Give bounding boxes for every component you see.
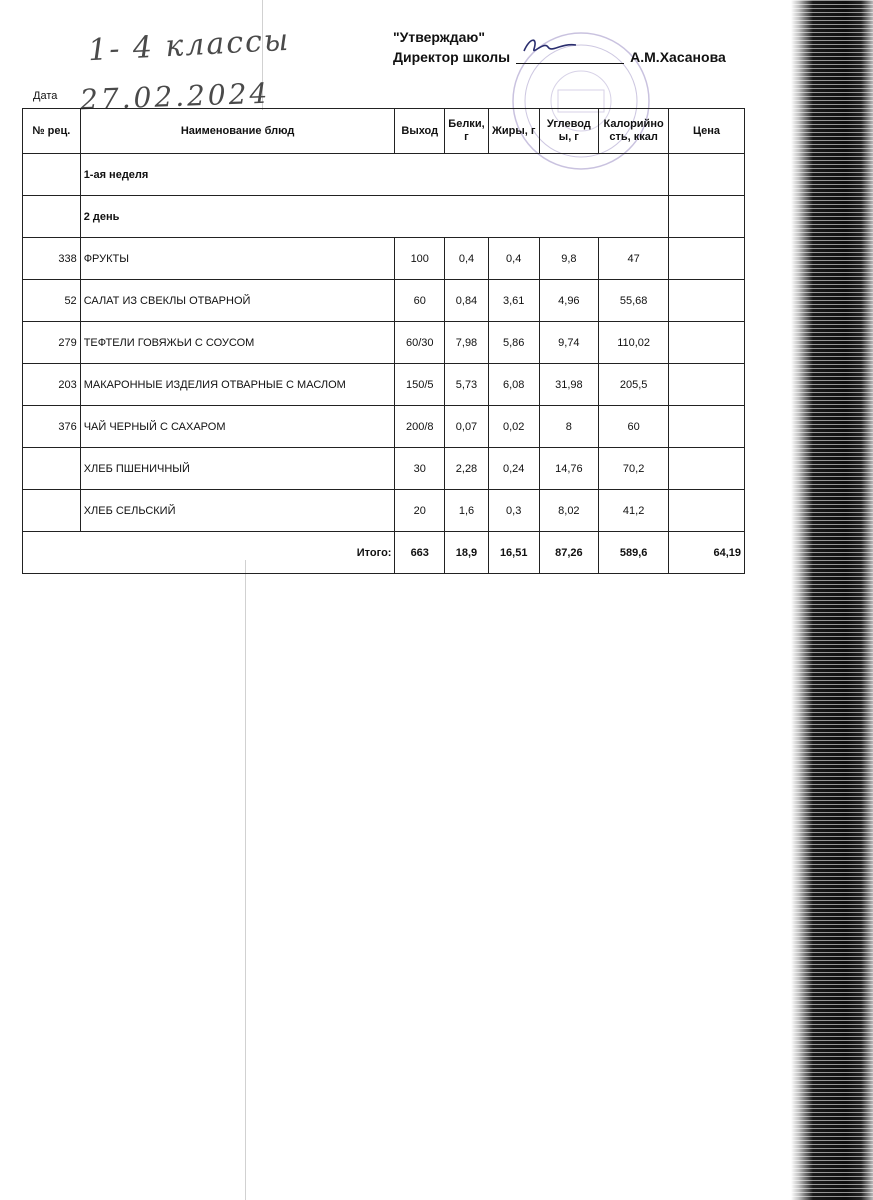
dish-fat: 6,08 bbox=[488, 364, 539, 406]
director-name: А.М.Хасанова bbox=[630, 49, 726, 65]
dish-protein: 0,84 bbox=[445, 280, 489, 322]
handwritten-class-note: 1- 4 классы bbox=[87, 22, 292, 69]
dish-price bbox=[669, 280, 745, 322]
section-day-row bbox=[23, 196, 745, 238]
table-row bbox=[23, 280, 745, 322]
dish-output: 30 bbox=[395, 448, 445, 490]
dish-price bbox=[669, 322, 745, 364]
table-row bbox=[23, 322, 745, 364]
total-price: 64,19 bbox=[669, 532, 745, 574]
handwritten-date: 27.02.2024 bbox=[79, 76, 271, 117]
dish-protein: 2,28 bbox=[445, 448, 489, 490]
dish-name: МАКАРОННЫЕ ИЗДЕЛИЯ ОТВАРНЫЕ С МАСЛОМ bbox=[80, 364, 395, 406]
dish-kcal: 55,68 bbox=[599, 280, 669, 322]
dish-kcal: 70,2 bbox=[599, 448, 669, 490]
dish-carbs: 9,8 bbox=[539, 238, 599, 280]
dish-name: ЧАЙ ЧЕРНЫЙ С САХАРОМ bbox=[80, 406, 395, 448]
date-label: Дата bbox=[33, 90, 58, 102]
dish-output: 60/30 bbox=[395, 322, 445, 364]
dish-output: 20 bbox=[395, 490, 445, 532]
total-fat: 16,51 bbox=[488, 532, 539, 574]
dish-carbs: 8 bbox=[539, 406, 599, 448]
section-num-cell bbox=[23, 196, 81, 238]
director-line bbox=[393, 47, 726, 67]
scan-artifact-line bbox=[245, 560, 246, 1200]
section-num-cell bbox=[23, 154, 81, 196]
dish-kcal: 110,02 bbox=[599, 322, 669, 364]
header-name: Наименование блюд bbox=[80, 109, 395, 154]
table-header-row bbox=[23, 109, 745, 154]
dish-output: 200/8 bbox=[395, 406, 445, 448]
table-row bbox=[23, 406, 745, 448]
header-carbs: Углевод ы, г bbox=[539, 109, 599, 154]
total-label: Итого: bbox=[23, 532, 395, 574]
recipe-num: 338 bbox=[23, 238, 81, 280]
dish-fat: 0,24 bbox=[488, 448, 539, 490]
dish-fat: 3,61 bbox=[488, 280, 539, 322]
dish-carbs: 9,74 bbox=[539, 322, 599, 364]
approval-block bbox=[393, 27, 726, 67]
dish-fat: 0,3 bbox=[488, 490, 539, 532]
dish-name: ХЛЕБ ПШЕНИЧНЫЙ bbox=[80, 448, 395, 490]
total-carbs: 87,26 bbox=[539, 532, 599, 574]
dish-protein: 5,73 bbox=[445, 364, 489, 406]
dish-output: 60 bbox=[395, 280, 445, 322]
header-protein: Белки, г bbox=[445, 109, 489, 154]
header-fat: Жиры, г bbox=[488, 109, 539, 154]
menu-table bbox=[22, 108, 745, 574]
recipe-num bbox=[23, 448, 81, 490]
total-kcal: 589,6 bbox=[599, 532, 669, 574]
recipe-num: 203 bbox=[23, 364, 81, 406]
dish-name: ХЛЕБ СЕЛЬСКИЙ bbox=[80, 490, 395, 532]
dish-output: 150/5 bbox=[395, 364, 445, 406]
dish-name: ФРУКТЫ bbox=[80, 238, 395, 280]
header-num: № рец. bbox=[23, 109, 81, 154]
dish-kcal: 47 bbox=[599, 238, 669, 280]
section-day: 2 день bbox=[80, 196, 668, 238]
signature-icon bbox=[520, 35, 580, 57]
table-row bbox=[23, 238, 745, 280]
dish-kcal: 60 bbox=[599, 406, 669, 448]
dish-protein: 1,6 bbox=[445, 490, 489, 532]
recipe-num bbox=[23, 490, 81, 532]
dish-protein: 0,07 bbox=[445, 406, 489, 448]
director-label: Директор школы bbox=[393, 49, 511, 65]
dish-output: 100 bbox=[395, 238, 445, 280]
table-row bbox=[23, 364, 745, 406]
section-price-cell bbox=[669, 196, 745, 238]
total-output: 663 bbox=[395, 532, 445, 574]
dish-fat: 0,02 bbox=[488, 406, 539, 448]
dish-price bbox=[669, 448, 745, 490]
dish-name: ТЕФТЕЛИ ГОВЯЖЬИ С СОУСОМ bbox=[80, 322, 395, 364]
dish-carbs: 14,76 bbox=[539, 448, 599, 490]
dish-fat: 0,4 bbox=[488, 238, 539, 280]
signature-line bbox=[516, 49, 624, 64]
table-row bbox=[23, 448, 745, 490]
dish-carbs: 4,96 bbox=[539, 280, 599, 322]
dish-price bbox=[669, 238, 745, 280]
total-row bbox=[23, 532, 745, 574]
dish-price bbox=[669, 364, 745, 406]
dish-protein: 7,98 bbox=[445, 322, 489, 364]
section-week: 1-ая неделя bbox=[80, 154, 668, 196]
dish-price bbox=[669, 490, 745, 532]
dish-name: САЛАТ ИЗ СВЕКЛЫ ОТВАРНОЙ bbox=[80, 280, 395, 322]
dish-kcal: 205,5 bbox=[599, 364, 669, 406]
table-row bbox=[23, 490, 745, 532]
recipe-num: 279 bbox=[23, 322, 81, 364]
section-week-row bbox=[23, 154, 745, 196]
recipe-num: 52 bbox=[23, 280, 81, 322]
total-protein: 18,9 bbox=[445, 532, 489, 574]
header-output: Выход bbox=[395, 109, 445, 154]
header-price: Цена bbox=[669, 109, 745, 154]
section-price-cell bbox=[669, 154, 745, 196]
header-kcal: Калорийно сть, ккал bbox=[599, 109, 669, 154]
scan-dark-edge bbox=[791, 0, 873, 1200]
dish-protein: 0,4 bbox=[445, 238, 489, 280]
dish-fat: 5,86 bbox=[488, 322, 539, 364]
dish-price bbox=[669, 406, 745, 448]
dish-carbs: 8,02 bbox=[539, 490, 599, 532]
recipe-num: 376 bbox=[23, 406, 81, 448]
approve-heading: "Утверждаю" bbox=[393, 29, 485, 45]
dish-kcal: 41,2 bbox=[599, 490, 669, 532]
dish-carbs: 31,98 bbox=[539, 364, 599, 406]
